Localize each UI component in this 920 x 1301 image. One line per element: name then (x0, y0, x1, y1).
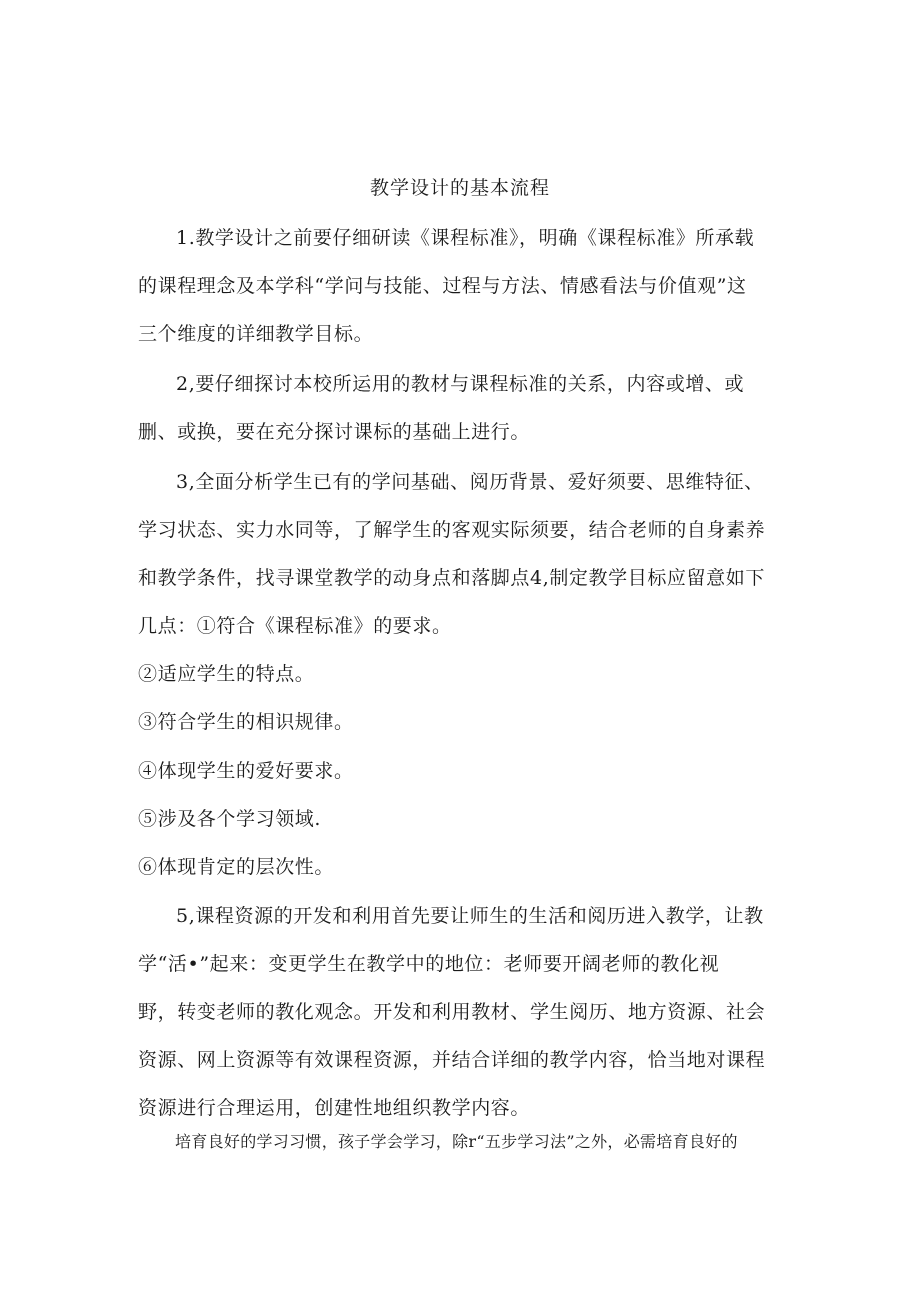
list-item: ⑥体现肯定的层次性。 (138, 856, 335, 878)
paragraph-line: 学习状态、实力水同等，了解学生的客观实际须要，结合老师的自身素养 (138, 519, 766, 541)
paragraph-line: 资源进行合理运用，创建性地组织教学内容。 (138, 1097, 531, 1119)
list-item: ⑤涉及各个学习领域. (138, 808, 322, 830)
paragraph-line: 学“活•”起来：变更学生在教学中的地位：老师要开阔老师的教化视 (138, 953, 720, 975)
paragraph-line: 的课程理念及本学科“学问与技能、过程与方法、情感看法与价值观”这 (138, 275, 747, 297)
list-item: ③符合学生的相识规律。 (138, 711, 354, 733)
paragraph-line: 三个维度的详细教学目标。 (138, 323, 374, 345)
paragraph-line: 删、或换，要在充分探讨课标的基础上进行。 (138, 421, 531, 443)
paragraph-line: 资源、网上资源等有效课程资源，并结合详细的教学内容，恰当地对课程 (138, 1049, 766, 1071)
paragraph-line: 3,全面分析学生已有的学问基础、阅历背景、爱好须要、思维特征、 (176, 471, 764, 493)
paragraph-5 (138, 892, 788, 1132)
paragraph-line: 和教学条件，找寻课堂教学的动身点和落脚点4,制定教学目标应留意如下 (138, 567, 765, 589)
paragraph-line: 几点：①符合《课程标准》的要求。 (138, 615, 452, 637)
footer-line: 培育良好的学习习惯，孩子学会学习，除r“五步学习法”之外，必需培育良好的 (175, 1132, 738, 1151)
paragraph-line: 5,课程资源的开发和利用首先要让师生的生活和阅历进入教学，让教 (176, 905, 764, 927)
paragraph-2 (138, 360, 788, 456)
list-item: ④体现学生的爱好要求。 (138, 760, 354, 782)
paragraph-line: 2,要仔细探讨本校所运用的教材与课程标准的关系，内容或增、或 (176, 373, 745, 395)
paragraph-line: 1.教学设计之前要仔细研读《课程标准》，明确《课程标准》所承载 (176, 227, 755, 249)
paragraph-line: 野，转变老师的教化观念。开发和利用教材、学生阅历、地方资源、社会 (138, 1001, 766, 1023)
list-item: ②适应学生的特点。 (138, 663, 315, 685)
paragraph-1 (138, 214, 788, 358)
paragraph-3 (138, 458, 788, 650)
document-title: 教学设计的基本流程 (369, 177, 550, 199)
